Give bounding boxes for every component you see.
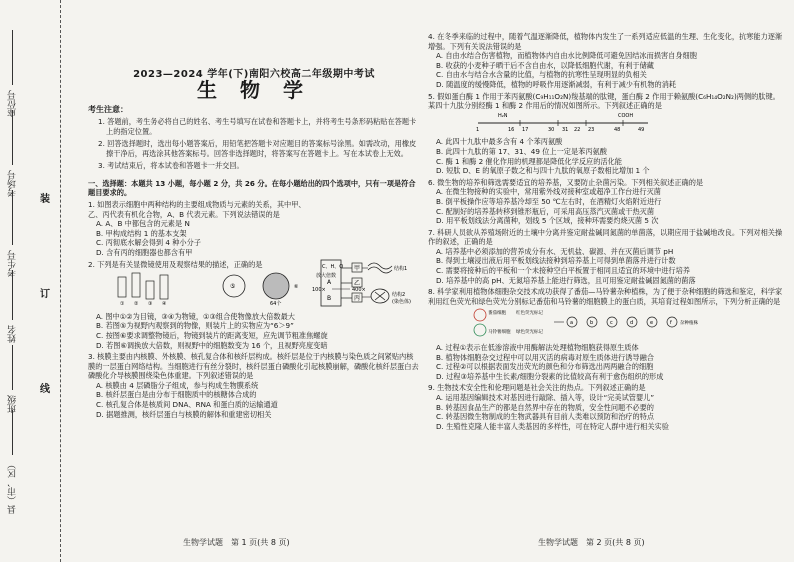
option-c: C. 过程②可以根据表面发出荧光的颜色和分布筛选出两两融合的细胞 [436, 362, 654, 372]
svg-text:马铃薯细胞: 马铃薯细胞 [488, 330, 511, 336]
option-d: D. 用平板划线法分离菌种，划线 5 个区域，接种环需要灼烧灭菌 5 次 [436, 216, 659, 226]
svg-text:甲: 甲 [354, 265, 361, 272]
option-a: A. 图中①②为目镜，③④为物镜，①③组合使物像放大倍数最大 [96, 311, 295, 321]
svg-text:结构2: 结构2 [392, 292, 406, 298]
exam-title: 2023—2024 学年(下)南阳六校高二年级期中考试 [133, 69, 375, 80]
svg-text:杂种植株: 杂种植株 [680, 321, 698, 327]
svg-text:1: 1 [476, 126, 480, 133]
q1-figure [320, 258, 420, 320]
cut-mark-ding: 订 [40, 289, 50, 300]
svg-text:COOH: COOH [618, 112, 634, 119]
svg-text:64个: 64个 [270, 301, 282, 308]
option-d: D. 培养基中的高 pH、无氮培养基上能进行筛选，且可用鉴定耐盐碱固氮菌的菌落 [436, 275, 696, 285]
option-c: C. 转基因微生物制成的生物武器具有目前人类难以预防和治疗的特点 [436, 412, 655, 422]
option-a: A. 此四十九肽中最多含有 4 个苯丙氨酸 [436, 137, 563, 147]
subject-title: 生 物 学 [197, 77, 311, 102]
svg-text:23: 23 [588, 126, 595, 133]
option-b: B. 此四十九肽的第 17、31、49 位上一定是苯丙氨酸 [436, 146, 607, 156]
option-b: B. 核纤层蛋白是由分布于细胞质中的核糖体合成的 [96, 390, 257, 400]
svg-text:f: f [670, 320, 672, 327]
option-a: A. A、B 中都包含的元素是 N [96, 219, 190, 229]
question-stem: 3. 核膜主要由内核膜、外核膜、核孔复合体和核纤层构成。核纤层是位于内核膜与染色质之间紧贴内核膜的一层蛋白网络结构。当细胞进行有丝分裂时，核纤层蛋白磷酸化引起核膜崩解，磷酸化核纤层蛋白去磷酸化介导核膜围绕染色体重建。下列叙述错误的是 [88, 352, 419, 381]
svg-text:17: 17 [522, 126, 529, 133]
right-column [428, 0, 784, 562]
option-b: B. 植物体细胞杂交过程中可以用灭活的病毒对原生质体进行诱导融合 [436, 352, 654, 362]
option-a: A. 运用基因编辑技术对基因进行敲除、插入等，设计“完美试管婴儿” [436, 393, 655, 402]
question-7 [428, 228, 784, 286]
option-b: B. 甲构成结构 1 的基本支架 [96, 228, 187, 238]
option-a: A. 自由水结合伤害植物，而植物体内自由水比例降低可避免因结冰而损害自身细胞 [436, 51, 697, 61]
question-stem: 8. 科学家利用植物体细胞杂交技术成功获得了番茄—马铃薯杂种植株，为了便于杂种细胞的筛选和鉴定，科学家利用红色荧光和绿色荧光分别标记番茄和马铃薯的细胞膜上的蛋白质，其培育过程如图所示，下列分析正确的是 [428, 287, 783, 306]
county-label: 县（市、区） [8, 460, 18, 514]
question-stem: 7. 科研人员欲从养殖场附近的土壤中分离并鉴定耐盐碱同氮菌的单菌落，以期应用于盐碱地改良。下列对相关操作的叙述，正确的是 [428, 227, 783, 247]
question-stem: 9. 生物技术安全性和伦理问题是社会关注的热点。下列叙述正确的是 [428, 383, 646, 393]
name-line [12, 270, 13, 320]
q8-figure [468, 306, 708, 338]
name-label: 姓名 [8, 325, 18, 343]
option-b: B. 若图⑤为视野内观察到的物像，则装片上的实物应为“6＞9” [96, 321, 294, 331]
cut-mark-zhuang: 装 [40, 194, 50, 205]
question-5 [428, 92, 784, 111]
svg-text:③: ③ [148, 301, 153, 308]
svg-text:放大倍数: 放大倍数 [316, 273, 337, 280]
svg-text:⑤: ⑤ [230, 283, 236, 291]
option-d: D. 含有丙的细胞器也都含有甲 [96, 247, 193, 257]
question-stem: 5. 假如蛋白酶 1 作用于苯丙氨酸(C₉H₁₁O₂N)羧基端的肽键，蛋白酶 2 作用于赖氨酸(C₆H₁₄O₂N₂)两侧的肽键。某四十九肽分别经酶 1 和酶 2 作用后的情况如图所示。下列叙述正确的是 [428, 91, 780, 111]
option-c: C. 核孔复合体是核质间 DNA、RNA 和蛋白质的运输通道 [96, 400, 278, 410]
svg-text:e: e [650, 320, 654, 327]
question-5-options [428, 137, 784, 175]
q5-figure [458, 111, 658, 133]
svg-text:22: 22 [574, 126, 581, 133]
option-c: C. 丙彻底水解会得到 4 种小分子 [96, 238, 201, 248]
option-a: A. 过程①表示在低渗溶液中用酶解法处理植物细胞获得原生质体 [436, 343, 639, 353]
option-c: C. 需要将接种后的平板和一个未接种空白平板置于相同且适宜的环境中进行培养 [436, 266, 690, 276]
option-c: C. 按图⑥要求调整物镜后，物镜到装片的距离变短，应先调节粗准焦螺旋 [96, 330, 328, 340]
page-footer-right: 生物学试题 第 2 页(共 8 页) [538, 538, 645, 548]
page-footer-left: 生物学试题 第 1 页(共 8 页) [183, 538, 290, 548]
svg-text:绿色荧光标记: 绿色荧光标记 [516, 330, 543, 336]
option-d: D. 随温度的缓慢降低，植物的呼吸作用逐渐减弱，有利于减少有机物的消耗 [436, 79, 677, 89]
option-c: C. 酶 1 和酶 2 催化作用的机理都是降低化学反应的活化能 [436, 156, 622, 166]
option-d: D. 生殖性克隆人能丰富人类基因的多样性，可在特定人群中进行相关实验 [436, 421, 669, 431]
svg-text:c: c [610, 320, 613, 327]
question-stem: 1. 如图表示细胞中两种结构的主要组成物质与元素的关系，其中甲、乙、丙代表有机化合物，A、B 代表元素。下列说法错误的是 [88, 199, 306, 219]
question-8 [428, 287, 784, 306]
option-d: D. 据题推测，核纤层蛋白与核膜的解体和重建密切相关 [96, 409, 272, 419]
section-heading: 一、选择题：本题共 13 小题，每小题 2 分，共 26 分。在每小题给出的四个选项中，只有一项是符合题目要求的。 [88, 178, 416, 198]
svg-text:①: ① [120, 301, 125, 308]
option-a: A. 核膜由 4 层磷脂分子组成，参与构成生物膜系统 [96, 380, 259, 390]
option-b: B. 转基因食品生产的都是自然界中存在的物质，安全性问题不必要的 [436, 402, 654, 412]
question-9 [428, 383, 784, 431]
svg-text:48: 48 [614, 126, 621, 133]
option-a: A. 在微生物接种的实验中，常用紫外线对接种室或超净工作台进行灭菌 [436, 187, 661, 197]
svg-text:49: 49 [638, 126, 645, 133]
exam-room-label: 考场号 [8, 170, 18, 197]
question-stem: 2. 下列是有关显微镜使用及观察结果的描述，正确的是 [88, 259, 263, 269]
notice-item: 3. 考试结束后，将本试卷和答题卡一并交回。 [98, 160, 244, 170]
notice-list [88, 117, 420, 171]
option-c: C. 配制好的培养基转移到锥形瓶后，可采用高压蒸汽灭菌或干热灭菌 [436, 206, 655, 216]
svg-text:a: a [570, 320, 574, 327]
svg-text:②: ② [134, 301, 139, 308]
svg-text:番茄细胞: 番茄细胞 [488, 311, 506, 317]
option-a: A. 培养基中必须添加的营养成分有水、无机盐、碳源、并在灭菌后调节 pH [436, 246, 674, 256]
number-line [12, 190, 13, 245]
svg-text:d: d [630, 320, 634, 327]
q1-elements-label: C、H、O [322, 264, 344, 270]
question-1 [88, 200, 313, 258]
left-column [88, 0, 420, 562]
binding-strip [0, 0, 61, 562]
question-6 [428, 178, 784, 226]
svg-text:结构1: 结构1 [394, 266, 408, 272]
svg-text:⑥: ⑥ [294, 284, 299, 291]
svg-text:H₂N: H₂N [498, 112, 508, 119]
svg-text:30: 30 [548, 126, 555, 133]
svg-text:B: B [327, 295, 332, 302]
exam-number-label: 考生号 [8, 250, 18, 277]
svg-text:(染色体): (染色体) [392, 299, 411, 305]
svg-text:400×: 400× [352, 287, 366, 294]
svg-text:16: 16 [508, 126, 515, 133]
svg-text:100×: 100× [312, 287, 326, 294]
class-line [12, 345, 13, 390]
question-3 [88, 352, 420, 419]
option-c: C. 自由水与结合水含量的比值，与植物的抗寒性呈现明显的负相关 [436, 70, 647, 80]
room-line [12, 110, 13, 165]
svg-text:A: A [327, 279, 332, 286]
option-b: B. 得到土壤浸出液后用平板划线法接种到培养基上可得到单菌落并进行计数 [436, 256, 676, 266]
question-8-options [428, 343, 784, 381]
svg-text:31: 31 [562, 126, 569, 133]
cut-mark-xian: 线 [40, 384, 50, 395]
option-b: B. 收获的小麦种子晒干后不含自由水，以降低细胞代谢，有利于储藏 [436, 60, 654, 70]
option-d: D. 若图⑥调换放大倍数，则视野中的细胞数变为 16 个，且视野亮度变暗 [96, 340, 328, 350]
option-b: B. 倒平板操作应等培养基冷却至 50 ℃左右时，在酒精灯火焰附近进行 [436, 196, 662, 206]
county-line [12, 410, 13, 455]
notice-heading: 考生注意： [88, 105, 128, 115]
seat-number-label: 座位号 [8, 90, 18, 117]
question-4 [428, 32, 784, 90]
question-stem: 4. 在冬季来临的过程中，随着气温逐渐降低，植物体内发生了一系列适应低温的生理、生化变化，抗寒能力逐渐增强。下列有关说法错误的是 [428, 32, 783, 51]
seat-line [12, 30, 13, 85]
svg-text:丙: 丙 [354, 295, 361, 302]
svg-text:④: ④ [162, 301, 167, 308]
notice-item: 1. 答题前，考生务必将自己的姓名、考生号填写在试卷和答题卡上，并将考生号条形码粘贴在答题卡上的指定位置。 [98, 116, 417, 136]
svg-text:红色荧光标记: 红色荧光标记 [516, 311, 543, 317]
question-stem: 6. 微生物的培养和筛选需要适宜的培养基，又要防止杂菌污染。下列相关叙述正确的是 [428, 177, 704, 187]
option-d: D. 过程③培养基中生长素/细胞分裂素的比值较高有利于愈伤组织的形成 [436, 371, 664, 381]
svg-text:乙: 乙 [354, 280, 361, 287]
svg-text:b: b [590, 320, 594, 327]
class-label: 班级 [8, 395, 18, 413]
notice-item: 2. 回答选择题时，选出每小题答案后，用铅笔把答题卡对应题目的答案标号涂黑。如需改动，用橡皮擦干净后，再选涂其他答案标号。回答非选择题时，将答案写在答题卡上。写在本试卷上无效。 [98, 138, 417, 158]
option-d: D. 短肽 D、E 的氧原子数之和与四十九肽的氧原子数相比增加 1 个 [436, 166, 650, 176]
